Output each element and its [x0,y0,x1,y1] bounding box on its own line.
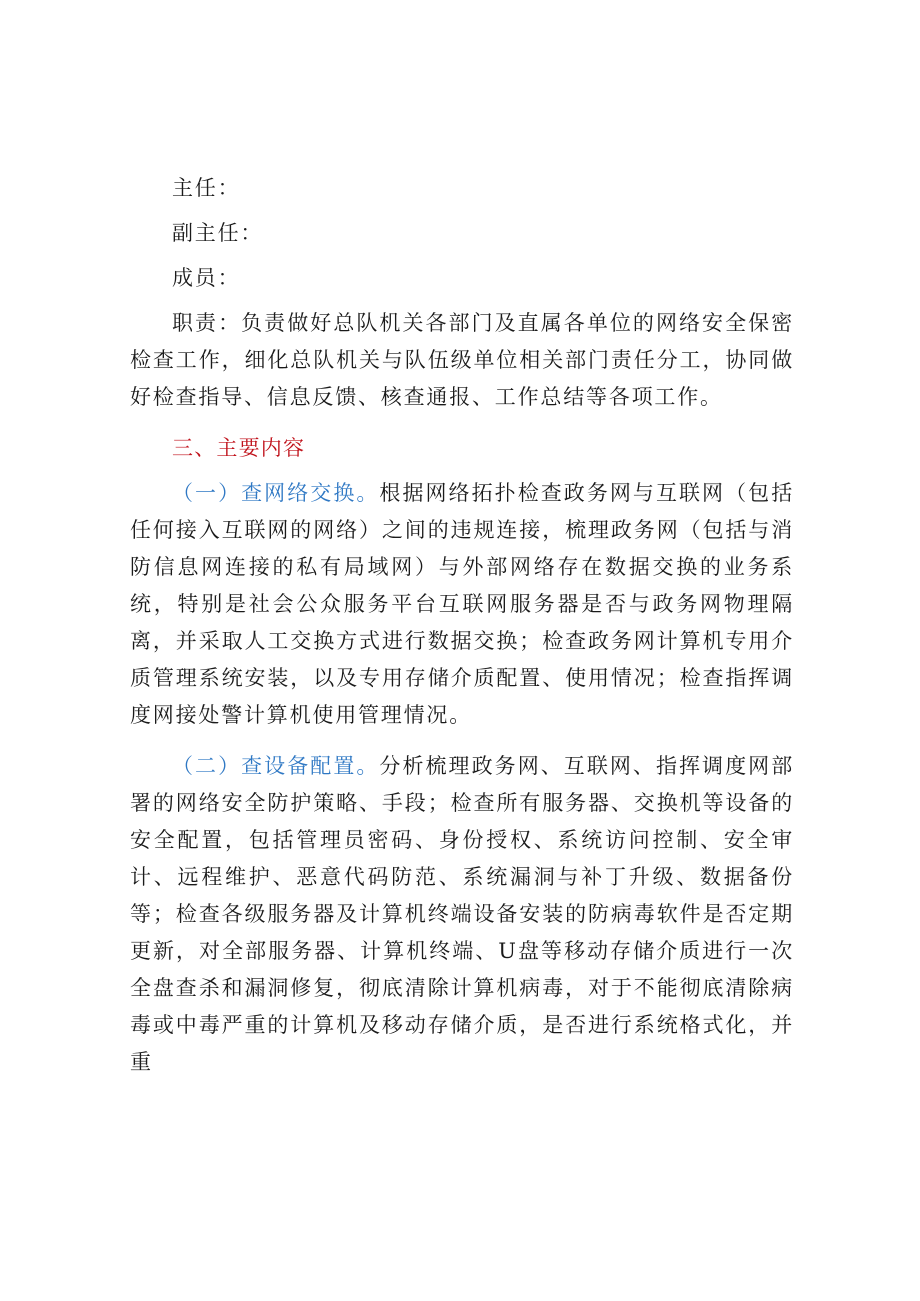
item-body: 根据网络拓扑检查政务网与互联网（包括任何接入互联网的网络）之间的违规连接，梳理政务网（包括与消防信息网连接的私有局域网）与外部网络存在数据交换的业务系统，特别是社会公众服务平台互联网服务器是否与政务网物理隔离，并采取人工交换方式进行数据交换；检查政务网计算机专用介质管理系统安装，以及专用存储介质配置、使用情况；检查指挥调度网接处警计算机使用管理情况。 [130,481,794,727]
members-line: 成员： [172,266,241,290]
item-body: 分析梳理政务网、互联网、指挥调度网部署的网络安全防护策略、手段；检查所有服务器、交换机等设备的安全配置，包括管理员密码、身份授权、系统访问控制、安全审计、远程维护、恶意代码防范、系统漏洞与补丁升级、数据备份等；检查各级服务器及计算机终端设备安装的防病毒软件是否定期更新，对全部服务器、计算机终端、U盘等移动存储介质进行一次全盘查杀和漏洞修复，彻底清除计算机病毒，对于不能彻底清除病毒或中毒严重的计算机及移动存储介质，是否进行系统格式化，并重 [130,754,794,1074]
duties-paragraph: 职责：负责做好总队机关各部门及直属各单位的网络安全保密检查工作，细化总队机关与队伍级单位相关部门责任分工，协同做好检查指导、信息反馈、核查通报、工作总结等各项工作。 [130,311,794,409]
deputy-director-line: 副主任： [172,221,264,245]
item-label: （二）查设备配置。 [172,754,380,778]
document-body [130,170,794,1081]
item-label: （一）查网络交换。 [172,481,380,505]
item-network-exchange [130,475,794,734]
section-heading: 三、主要内容 [172,436,306,460]
item-device-config [130,748,794,1081]
director-line: 主任： [172,176,241,200]
